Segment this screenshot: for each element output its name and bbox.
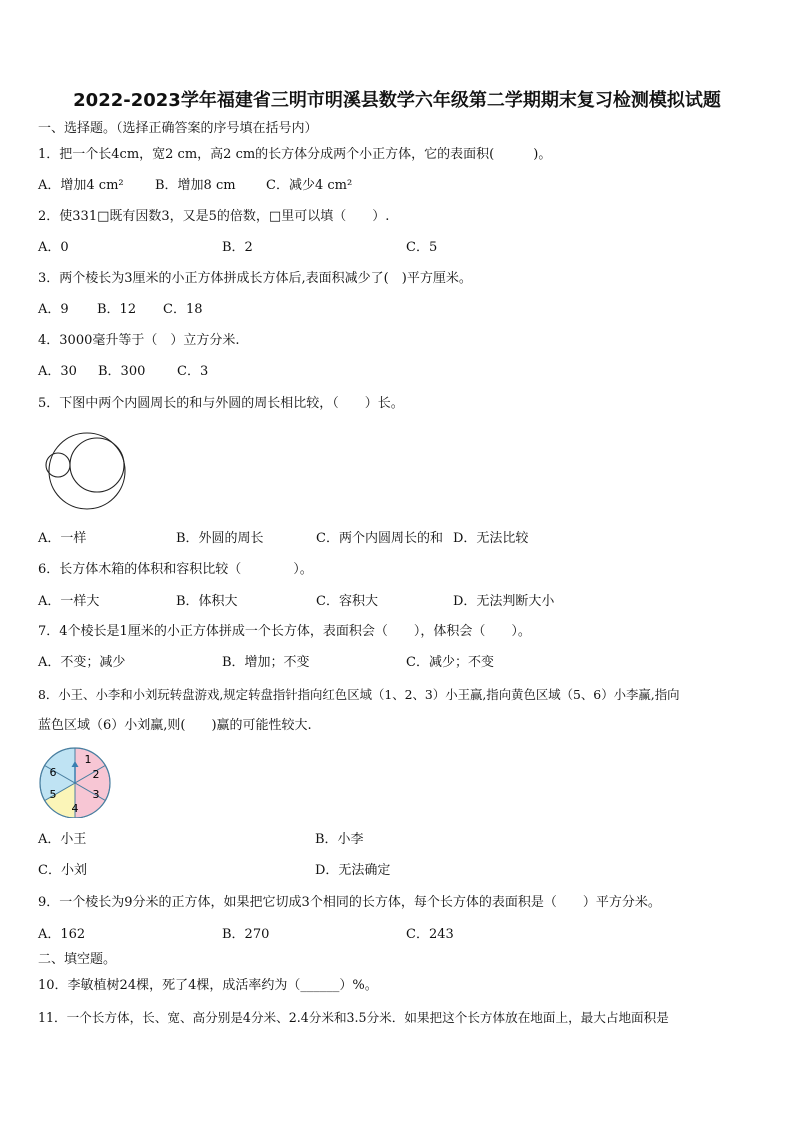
q2-option-a: A．0 bbox=[38, 240, 69, 255]
q3-option-c: C．18 bbox=[163, 302, 203, 317]
page-title: 2022-2023学年福建省三明市明溪县数学六年级第二学期期末复习检测模拟试题 bbox=[73, 90, 721, 111]
spinner-label-4: 4 bbox=[71, 802, 79, 815]
q4-option-a: A．30 bbox=[38, 364, 77, 379]
spinner-label-1: 1 bbox=[84, 753, 92, 766]
question-1: 1．把一个长4cm，宽2 cm，高2 cm的长方体分成两个小正方体，它的表面积( )。 bbox=[38, 147, 552, 162]
q5-option-b: B．外圆的周长 bbox=[176, 531, 264, 546]
q5-option-a: A．一样 bbox=[38, 531, 87, 546]
q6-option-d: D．无法判断大小 bbox=[453, 594, 555, 609]
q5-option-d: D．无法比较 bbox=[453, 531, 529, 546]
q8-option-d: D．无法确定 bbox=[315, 863, 391, 878]
question-4: 4．3000毫升等于（ ）立方分米. bbox=[38, 333, 240, 348]
q1-option-c: C．减少4 cm² bbox=[266, 178, 353, 193]
spinner-figure bbox=[37, 746, 117, 818]
q8-option-a: A．小王 bbox=[38, 832, 87, 847]
q5-option-c: C．两个内圆周长的和 bbox=[316, 531, 443, 546]
section-heading-fill: 二、填空题。 bbox=[38, 952, 117, 967]
spinner-label-6: 6 bbox=[49, 766, 57, 779]
q1-option-a: A．增加4 cm² bbox=[38, 178, 124, 193]
q7-option-a: A．不变；减少 bbox=[38, 655, 126, 670]
q8-option-c: C．小刘 bbox=[38, 863, 87, 878]
question-5: 5．下图中两个内圆周长的和与外圆的周长相比较，（ ）长。 bbox=[38, 396, 404, 411]
q9-option-b: B．270 bbox=[222, 927, 270, 942]
spinner-label-2: 2 bbox=[92, 768, 100, 781]
q1-option-b: B．增加8 cm bbox=[155, 178, 236, 193]
q6-option-b: B．体积大 bbox=[176, 594, 238, 609]
question-10: 10．李敏植树24棵，死了4棵，成活率约为（______）%。 bbox=[38, 978, 378, 993]
question-11: 11．一个长方体，长、宽、高分别是4分米、2.4分米和3.5分米．如果把这个长方体放在地面上，最大占地面积是 bbox=[38, 1010, 669, 1025]
q4-option-c: C．3 bbox=[177, 364, 209, 379]
q2-option-c: C．5 bbox=[406, 240, 438, 255]
spinner-label-3: 3 bbox=[92, 788, 100, 801]
q7-option-c: C．减少；不变 bbox=[406, 655, 494, 670]
q3-option-b: B．12 bbox=[97, 302, 137, 317]
q2-option-b: B．2 bbox=[222, 240, 253, 255]
spinner-label-5: 5 bbox=[49, 788, 57, 801]
question-9: 9．一个棱长为9分米的正方体，如果把它切成3个相同的长方体，每个长方体的表面积是（ ）平方分米。 bbox=[38, 895, 661, 910]
question-8-line-2: 蓝色区域（6）小刘赢,则( )赢的可能性较大. bbox=[38, 718, 312, 733]
circles-figure bbox=[40, 432, 140, 512]
section-heading-choice: 一、选择题。（选择正确答案的序号填在括号内） bbox=[38, 121, 318, 136]
q9-option-c: C．243 bbox=[406, 927, 454, 942]
q4-option-b: B．300 bbox=[98, 364, 146, 379]
question-8-line-1: 8．小王、小李和小刘玩转盘游戏,规定转盘指针指向红色区域（1、2、3）小王赢,指向黄色区域（5、6）小李赢,指向 bbox=[38, 687, 680, 702]
question-3: 3．两个棱长为3厘米的小正方体拼成长方体后,表面积减少了( )平方厘米。 bbox=[38, 271, 472, 286]
q9-option-a: A．162 bbox=[38, 927, 86, 942]
q8-option-b: B．小李 bbox=[315, 832, 364, 847]
q6-option-c: C．容积大 bbox=[316, 594, 378, 609]
large-inner-circle bbox=[70, 438, 124, 492]
q3-option-a: A．9 bbox=[38, 302, 69, 317]
question-6: 6．长方体木箱的体积和容积比较（ ）。 bbox=[38, 562, 313, 577]
question-2: 2．使331□既有因数3，又是5的倍数，□里可以填（ ）. bbox=[38, 209, 390, 224]
q6-option-a: A．一样大 bbox=[38, 594, 100, 609]
q7-option-b: B．增加；不变 bbox=[222, 655, 310, 670]
question-7: 7．4个棱长是1厘米的小正方体拼成一个长方体，表面积会（ ），体积会（ ）。 bbox=[38, 624, 531, 639]
